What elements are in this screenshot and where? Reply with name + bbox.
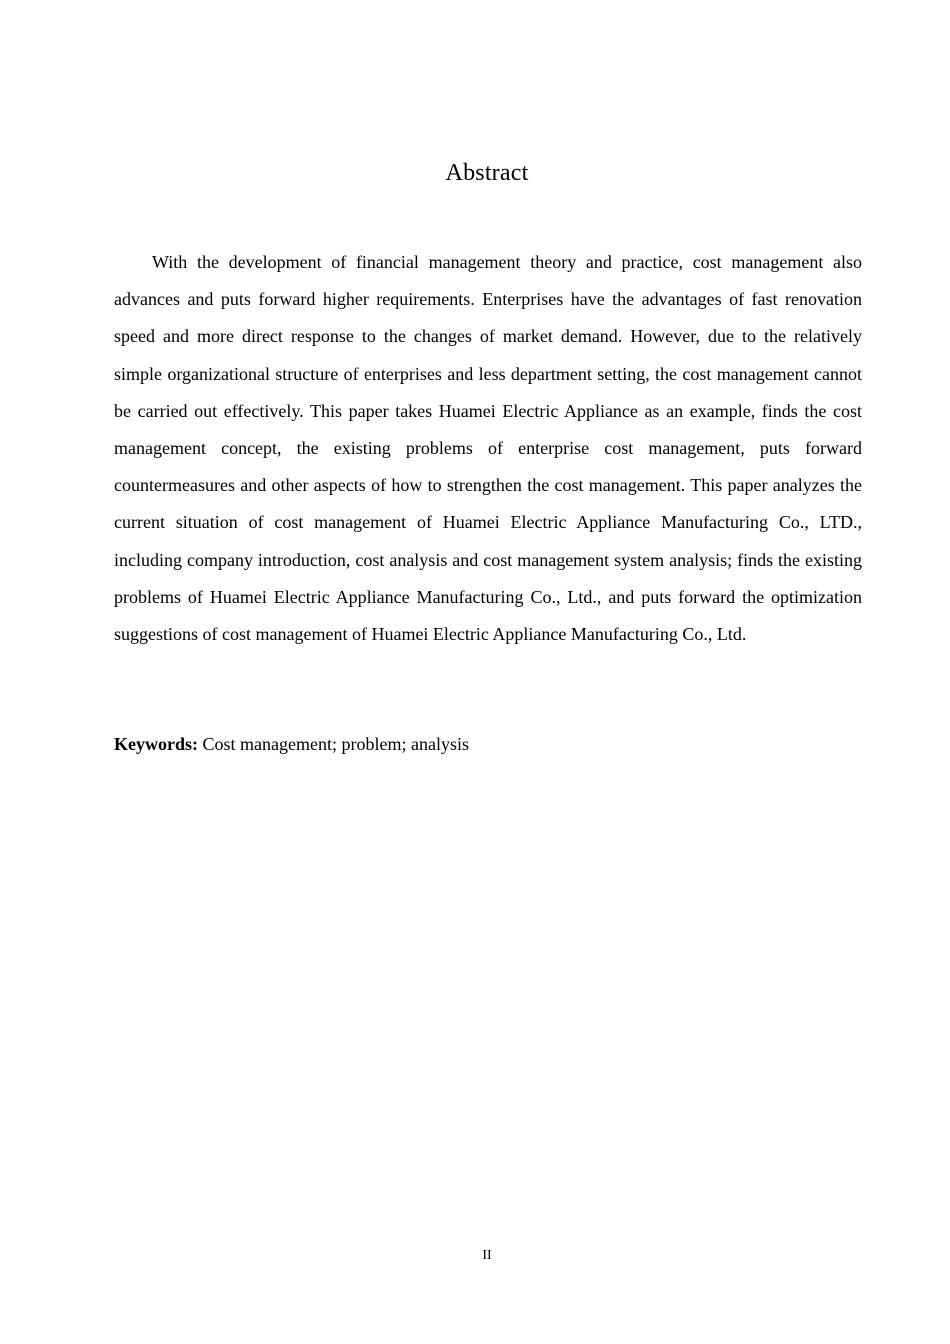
keywords-line (114, 728, 469, 760)
abstract-body: With the development of financial management theory and practice, cost management also advances and puts forward higher requirements. Enterprises have the advantages of fast renovation speed and more direct response to the changes of market demand. However, due to the relatively simple organizational structure of enterprises and less department setting, the cost management cannot be carried out effectively. This paper takes Huamei Electric Appliance as an example, finds the cost management concept, the existing problems of enterprise cost management, puts forward countermeasures and other aspects of how to strengthen the cost management. This paper analyzes the current situation of cost management of Huamei Electric Appliance Manufacturing Co., LTD., including company introduction, cost analysis and cost management system analysis; finds the existing problems of Huamei Electric Appliance Manufacturing Co., Ltd., and puts forward the optimization suggestions of cost management of Huamei Electric Appliance Manufacturing Co., Ltd. (114, 252, 862, 645)
keywords-label: Keywords: (114, 734, 198, 754)
keywords-value: Cost management; problem; analysis (202, 734, 469, 754)
page-number: II (482, 1248, 492, 1263)
abstract-title: Abstract (445, 160, 529, 186)
